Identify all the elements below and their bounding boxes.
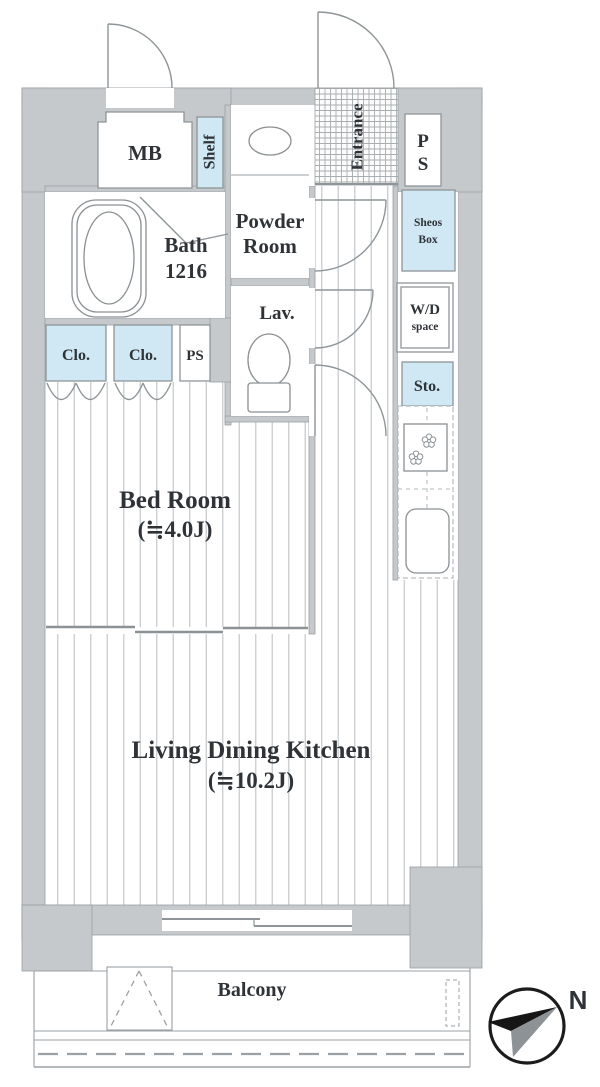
wall-ps-chunk (210, 318, 231, 382)
shoes-box-label-2: Box (418, 234, 438, 246)
door-gap-a (309, 198, 315, 268)
wall-lav-bottom (225, 416, 315, 422)
left-wall (22, 88, 45, 940)
ps-shaft-label-p: P (417, 131, 429, 152)
sto-label: Sto. (413, 378, 441, 395)
door-gap-b (309, 288, 315, 348)
bedroom-label-2: (≒4.0J) (137, 517, 213, 542)
north-label: N (568, 985, 588, 1015)
bottom-right-pier (410, 867, 482, 968)
right-wall (458, 88, 482, 940)
door-gap-c (309, 364, 315, 436)
powder-room-label-2: Room (243, 234, 297, 258)
bedroom-label-1: Bed Room (119, 487, 231, 514)
sink-icon (406, 509, 449, 573)
kitchen-counter (398, 406, 453, 578)
kitchen-floor (398, 580, 458, 634)
entrance-label: Entrance (347, 103, 367, 171)
closet-left-label: Clo. (62, 347, 90, 364)
wd-label-1: W/D (410, 302, 440, 318)
mb-door-opening (106, 88, 174, 108)
bath-label-2: 1216 (165, 259, 207, 283)
mb-label: MB (128, 141, 162, 165)
toilet-icon (248, 334, 290, 412)
lav-label: Lav. (259, 303, 295, 324)
shoes-box-label-1: Sheos (413, 217, 443, 229)
wall-kitchen (393, 186, 398, 580)
washbasin-icon (249, 127, 291, 155)
shelf-label: Shelf (201, 134, 219, 170)
escape-hatch-box (107, 967, 172, 1030)
window-opening (162, 908, 352, 933)
wd-label-2: space (411, 321, 439, 333)
bath-label-1: Bath (164, 233, 208, 257)
bottom-left-pier (22, 905, 92, 971)
ldk-label-2: (≒10.2J) (207, 768, 295, 793)
closet-right-label: Clo. (129, 347, 157, 364)
wall-bath-bottom (45, 318, 225, 325)
powder-room-label-1: Powder (235, 209, 305, 233)
ldk-label-1: Living Dining Kitchen (131, 737, 371, 764)
ps-small-label: PS (186, 348, 204, 364)
shoes-box (402, 190, 455, 271)
balcony-label: Balcony (217, 979, 287, 1001)
powder-sliver (309, 105, 315, 186)
ps-shaft-label-s: S (417, 154, 429, 175)
bathtub-icon (72, 200, 146, 317)
wall-powder-lav (231, 278, 315, 286)
